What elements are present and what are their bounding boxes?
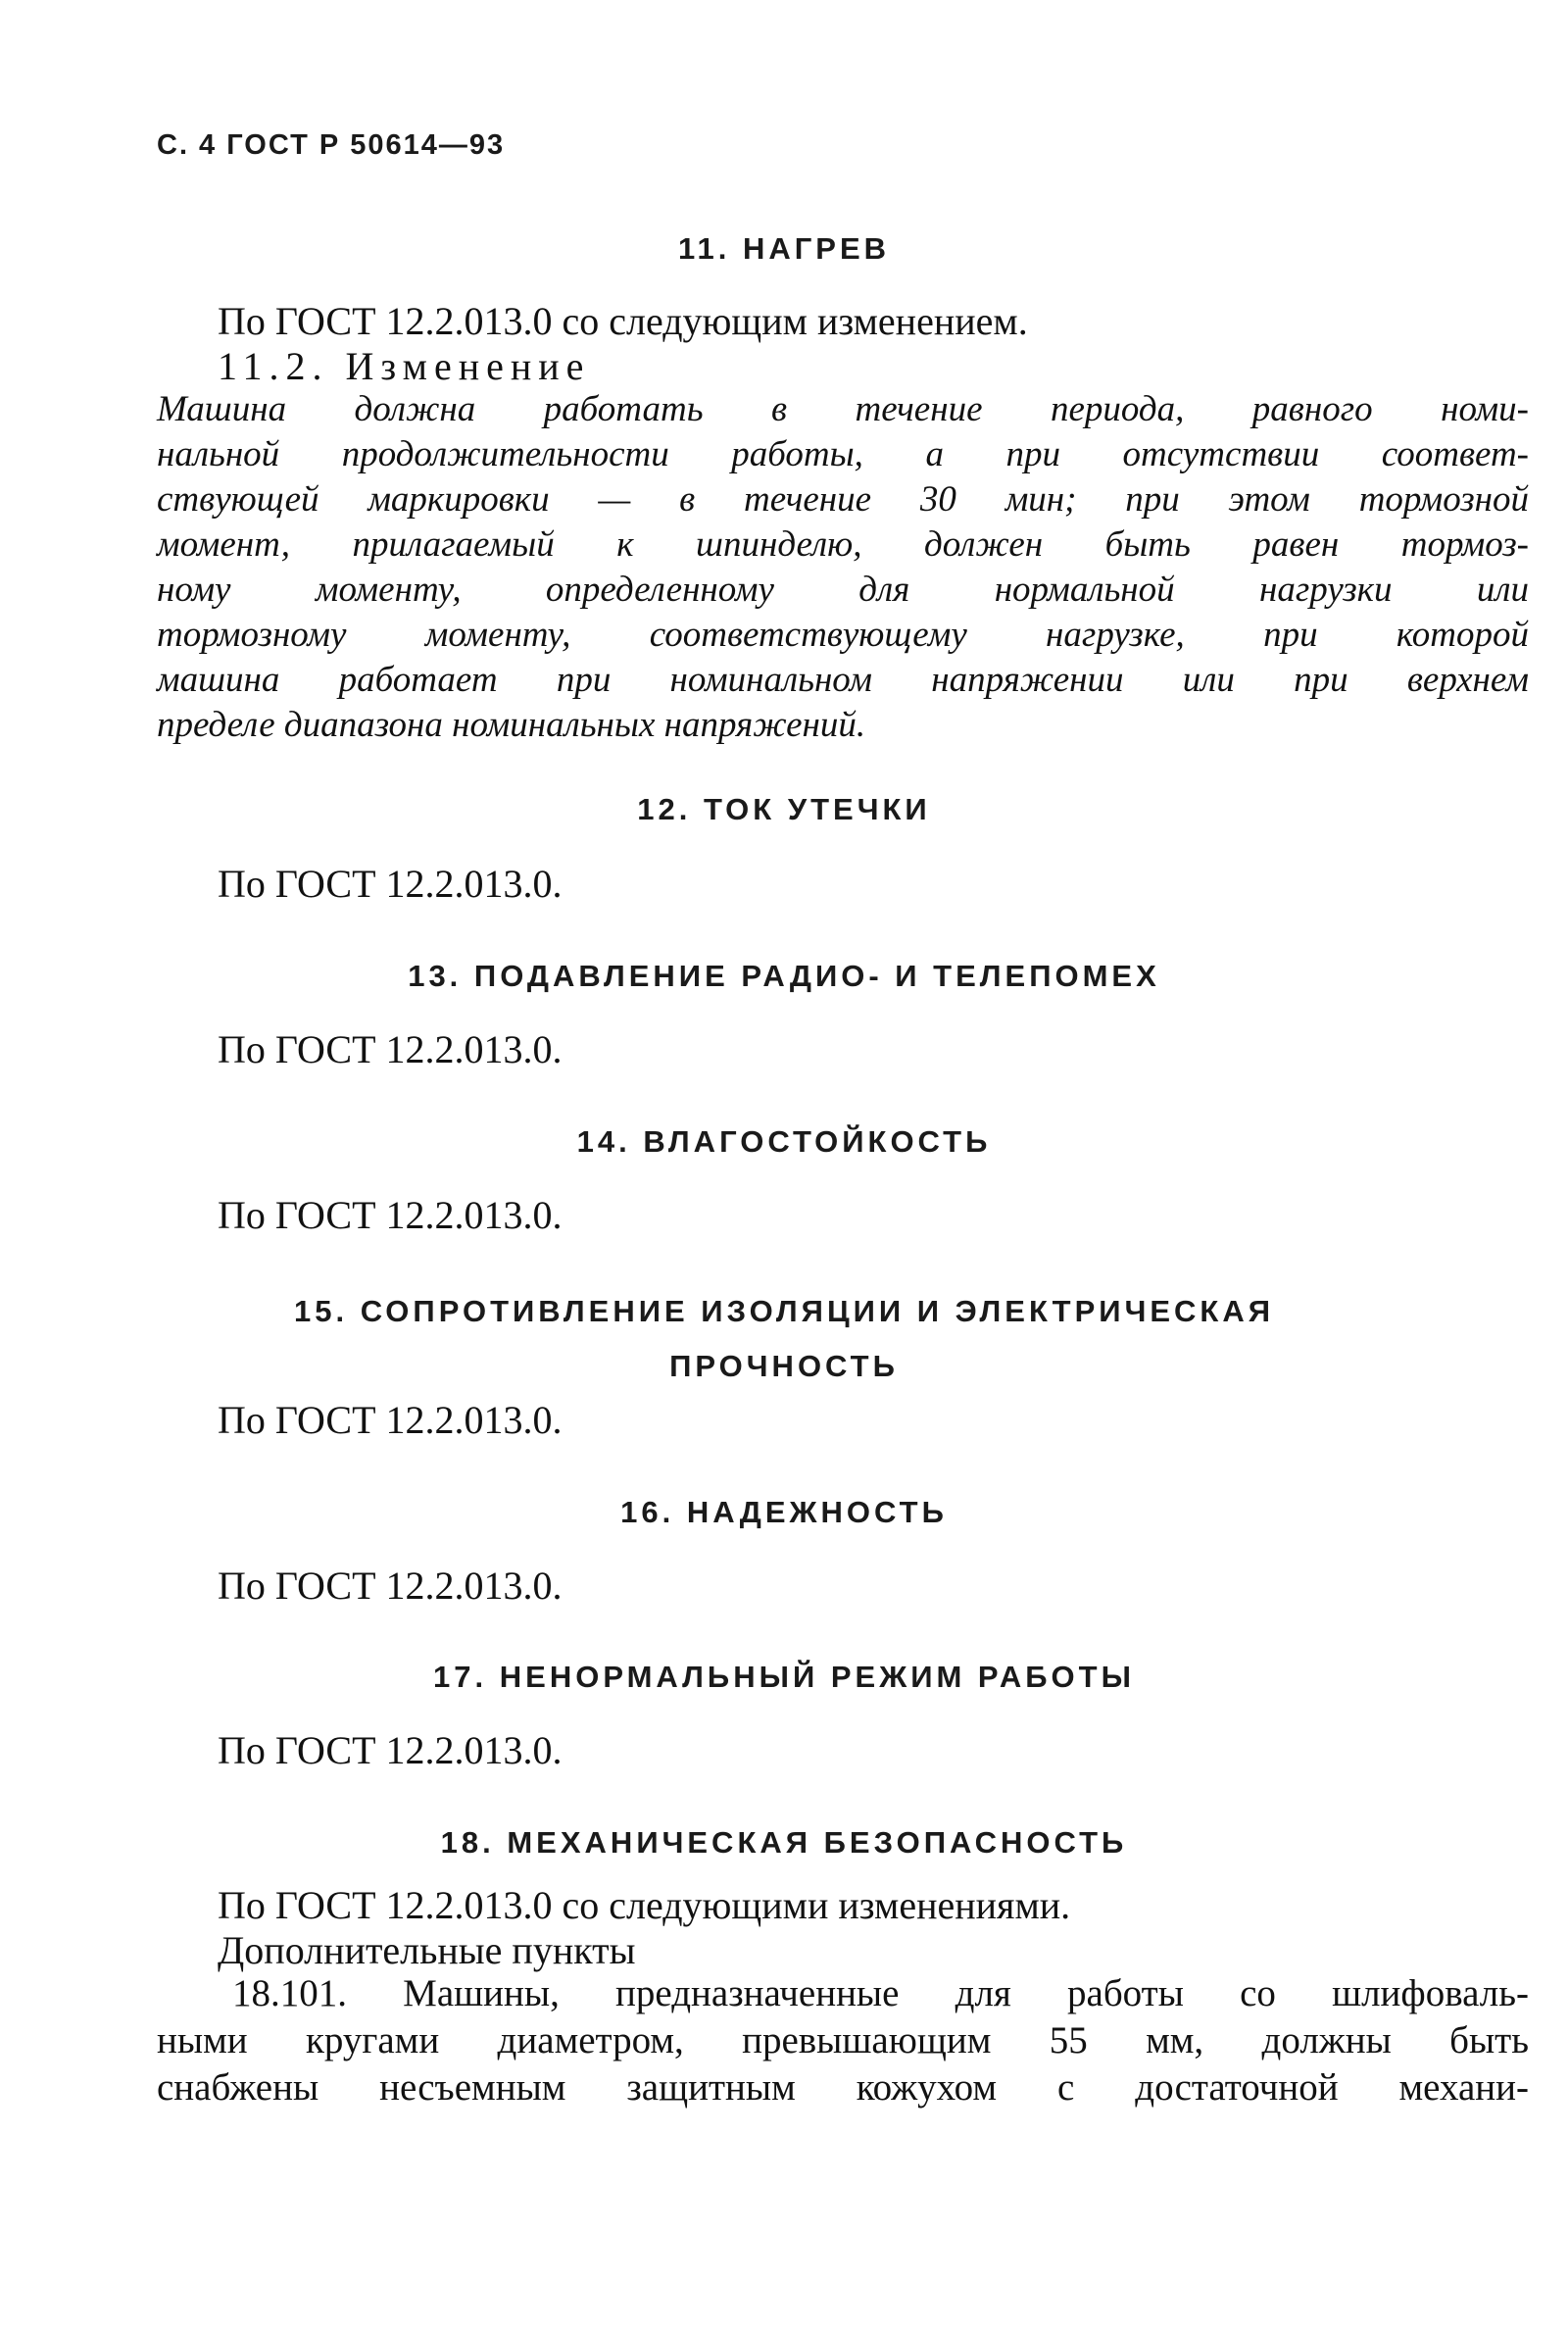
- section-11-change-label: 11.2. Изменение: [218, 344, 591, 388]
- section-11-line: Машина должна работать в течение периода, равного номи-: [157, 389, 1529, 429]
- section-12-heading: 12. ТОК УТЕЧКИ: [637, 792, 931, 826]
- running-head: С. 4 ГОСТ Р 50614—93: [157, 129, 506, 161]
- section-13-heading: 13. ПОДАВЛЕНИЕ РАДИО- И ТЕЛЕПОМЕХ: [408, 959, 1160, 993]
- section-11-line: ствующей маркировки — в течение 30 мин; при этом тормозной: [157, 479, 1529, 520]
- section-11-line: тормозному моменту, соответствующему нагрузке, при которой: [157, 615, 1529, 655]
- section-16-heading: 16. НАДЕЖНОСТЬ: [620, 1495, 948, 1529]
- section-14-text: По ГОСТ 12.2.013.0.: [218, 1193, 563, 1237]
- section-15-heading-line2: ПРОЧНОСТЬ: [669, 1349, 899, 1383]
- section-11-intro: По ГОСТ 12.2.013.0 со следующим изменением.: [218, 299, 1028, 343]
- section-15-heading: [0, 1284, 1568, 1394]
- section-18-line: ными кругами диаметром, превышающим 55 мм, должны быть: [157, 2019, 1529, 2061]
- section-11-change-text: [157, 387, 1529, 748]
- section-11-line: момент, прилагаемый к шпинделю, должен быть равен тормоз-: [157, 524, 1529, 565]
- section-18-additional-label: Дополнительные пункты: [218, 1928, 636, 1972]
- section-15-text: По ГОСТ 12.2.013.0.: [218, 1398, 563, 1442]
- section-17-text: По ГОСТ 12.2.013.0.: [218, 1728, 563, 1772]
- section-13-text: По ГОСТ 12.2.013.0.: [218, 1027, 563, 1071]
- section-11-line: машина работает при номинальном напряжении или при верхнем: [157, 660, 1529, 700]
- section-15-heading-line1: 15. СОПРОТИВЛЕНИЕ ИЗОЛЯЦИИ И ЭЛЕКТРИЧЕСКАЯ: [293, 1294, 1275, 1328]
- section-18-line: снабжены несъемным защитным кожухом с достаточной механи-: [157, 2066, 1529, 2109]
- section-17-heading: 17. НЕНОРМАЛЬНЫЙ РЕЖИМ РАБОТЫ: [433, 1660, 1135, 1694]
- section-14-heading: 14. ВЛАГОСТОЙКОСТЬ: [576, 1124, 992, 1159]
- section-11-line: нальной продолжительности работы, а при отсутствии соответ-: [157, 434, 1529, 474]
- section-18-line: 18.101. Машины, предназначенные для работы со шлифоваль-: [232, 1972, 1529, 2014]
- section-12-text: По ГОСТ 12.2.013.0.: [218, 862, 563, 906]
- section-11-heading: 11. НАГРЕВ: [677, 231, 891, 266]
- section-11-line: пределе диапазона номинальных напряжений.: [157, 705, 866, 745]
- section-18-text: [157, 1970, 1529, 2111]
- section-11-line: ному моменту, определенному для нормальной нагрузки или: [157, 570, 1529, 610]
- section-18-intro: По ГОСТ 12.2.013.0 со следующими изменениями.: [218, 1883, 1071, 1927]
- section-16-text: По ГОСТ 12.2.013.0.: [218, 1564, 563, 1608]
- section-18-heading: 18. МЕХАНИЧЕСКАЯ БЕЗОПАСНОСТЬ: [440, 1825, 1128, 1860]
